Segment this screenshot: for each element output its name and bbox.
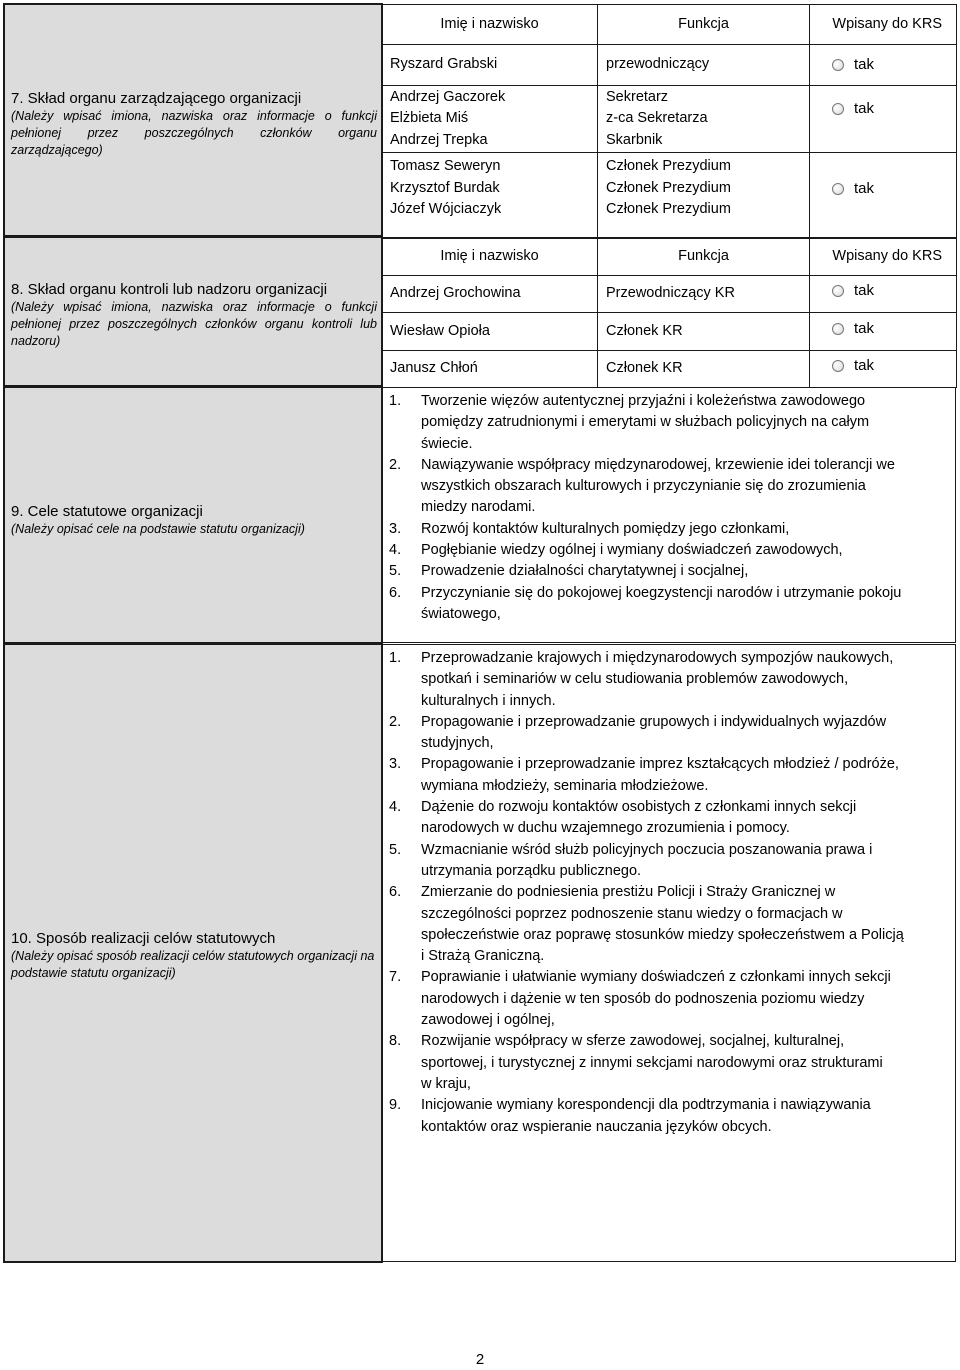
list-item-line: narodowych i dążenie w ten sposób do podnoszenia poziomu wiedzy [421, 990, 865, 1007]
table-row [382, 86, 957, 153]
krs-value: tak [854, 100, 875, 118]
member-function: z-ca Sekretarza [606, 110, 708, 127]
list-item [389, 455, 949, 519]
list-item-number: 3. [389, 756, 402, 773]
member-function: Przewodniczący KR [598, 276, 810, 313]
krs-value: tak [854, 179, 875, 197]
list-item [389, 583, 949, 626]
list-item-line: Przyczynianie się do pokojowej koegzystencji narodów i utrzymanie pokoju [421, 584, 902, 601]
list-item [389, 712, 949, 755]
list-item-line: spotkań i seminariów w celu studiowania problemów zawodowych, [421, 671, 849, 688]
section-8-title: 8. Skład organu kontroli lub nadzoru organizacji [11, 281, 328, 298]
radio-button-icon[interactable] [832, 183, 844, 195]
section-7-title: 7. Skład organu zarządzającego organizacji [11, 90, 302, 107]
list-item-line: i Strażą Graniczną. [421, 948, 545, 965]
column-header-function: Funkcja [598, 238, 810, 276]
list-item-text [421, 391, 949, 455]
krs-value: tak [854, 357, 875, 375]
list-item-number: 2. [389, 456, 402, 473]
list-item-line: studyjnych, [421, 735, 494, 752]
list-item [389, 519, 949, 540]
krs-value: tak [854, 282, 875, 300]
list-item-line: miedzy narodami. [421, 499, 536, 516]
column-header-name: Imię i nazwisko [382, 238, 598, 276]
radio-button-icon[interactable] [832, 323, 844, 335]
member-name: Krzysztof Burdak [390, 179, 500, 196]
list-item [389, 561, 949, 582]
krs-radio-option[interactable] [818, 318, 956, 340]
list-item-line: Inicjowanie wymiany korespondencji dla podtrzymania i nawiązywania [421, 1097, 871, 1114]
member-function: Członek Prezydium [606, 179, 731, 196]
section-9-title: 9. Cele statutowe organizacji [11, 503, 203, 520]
list-item-text [421, 561, 949, 582]
list-item [389, 840, 949, 883]
radio-button-icon[interactable] [832, 360, 844, 372]
member-name: Wiesław Opioła [382, 313, 598, 351]
list-item-number: 5. [389, 841, 402, 858]
list-item-number: 1. [389, 393, 402, 409]
table-row [382, 313, 957, 351]
member-name: Andrzej Grochowina [382, 276, 598, 313]
list-item-number: 9. [389, 1097, 402, 1114]
list-item-line: Rozwój kontaktów kulturalnych pomiędzy jego członkami, [421, 520, 790, 537]
list-item-number: 7. [389, 969, 402, 986]
section-8-note: (Należy wpisać imiona, nazwiska oraz informacje o funkcji pełnionej przez poszczególnych członków organu kontroli lub nadzoru) [11, 300, 377, 348]
section-10-title: 10. Sposób realizacji celów statutowych [11, 930, 276, 947]
list-item-line: Pogłębianie wiedzy ogólnej i wymiany doświadczeń zawodowych, [421, 542, 843, 559]
list-item-line: utrzymania porządku publicznego. [421, 862, 642, 879]
list-item-number: 4. [389, 799, 402, 816]
list-item-text [421, 648, 949, 712]
list-item [389, 1095, 949, 1138]
list-item-number: 1. [389, 650, 402, 666]
list-item-text [421, 840, 949, 883]
list-item-text [421, 540, 949, 561]
member-name: Elżbieta Miś [390, 110, 469, 127]
statutory-goals-list [389, 391, 949, 625]
list-item-line: Tworzenie więzów autentycznej przyjaźni i koleżeństwa zawodowego [421, 393, 866, 409]
member-function: Sekretarz [606, 88, 669, 105]
list-item-line: Wzmacnianie wśród służb policyjnych poczucia poszanowania prawa i [421, 841, 873, 858]
list-item-line: Propagowanie i przeprowadzanie imprez kształcących młodzież / podróże, [421, 756, 899, 773]
list-item-line: Przeprowadzanie krajowych i międzynarodowych sympozjów naukowych, [421, 650, 894, 666]
member-function: Członek KR [598, 351, 810, 388]
list-item [389, 648, 949, 712]
table-row [382, 153, 957, 239]
list-item [389, 754, 949, 797]
list-item-line: światowego, [421, 605, 501, 622]
member-name: Andrzej Trepka [390, 131, 488, 148]
list-item-line: Rozwijanie współpracy w sferze zawodowej, socjalnej, kulturalnej, [421, 1033, 845, 1050]
list-item [389, 1031, 949, 1095]
list-item [389, 540, 949, 561]
krs-radio-option[interactable] [818, 54, 956, 76]
section-9-label-cell [3, 386, 383, 644]
member-function: Skarbnik [606, 131, 663, 148]
column-header-krs: Wpisany do KRS [810, 238, 957, 276]
list-item-text [421, 712, 949, 755]
list-item-text [421, 882, 949, 967]
page-number: 2 [475, 1351, 485, 1368]
list-item-line: Zmierzanie do podniesienia prestiżu Policji i Straży Granicznej w [421, 884, 836, 901]
list-item-text [421, 1031, 949, 1095]
krs-radio-option[interactable] [818, 178, 956, 200]
krs-value: tak [854, 319, 875, 337]
member-function: Członek KR [598, 313, 810, 351]
list-item-line: Propagowanie i przeprowadzanie grupowych i indywidualnych wyjazdów [421, 713, 887, 730]
section-8-label-cell [3, 236, 383, 387]
list-item-number: 6. [389, 884, 402, 901]
member-name: Janusz Chłoń [382, 351, 598, 388]
list-item-line: Dążenie do rozwoju kontaktów osobistych z członkami innych sekcji [421, 799, 857, 816]
section-7-note: (Należy wpisać imiona, nazwiska oraz informacje o funkcji pełnionej przez poszczególnych członków organu zarządzającego) [11, 109, 377, 157]
list-item-line: świecie. [421, 435, 473, 452]
list-item-line: wymiana młodzieży, seminaria młodzieżowe. [421, 777, 709, 794]
list-item-line: kontaktów oraz wspieranie nauczania języków obcych. [421, 1118, 772, 1135]
list-item [389, 797, 949, 840]
column-header-krs: Wpisany do KRS [810, 5, 957, 45]
list-item-line: pomiędzy zatrudnionymi i emerytami w służbach policyjnych na całym [421, 414, 870, 431]
column-header-name: Imię i nazwisko [382, 5, 598, 45]
list-item-number: 8. [389, 1033, 402, 1050]
list-item-text [421, 754, 949, 797]
list-item-line: Nawiązywanie współpracy międzynarodowej, krzewienie idei tolerancji we [421, 456, 895, 473]
krs-radio-option[interactable] [818, 98, 956, 120]
section-9-note: (Należy opisać cele na podstawie statutu organizacji) [11, 522, 305, 536]
list-item-number: 3. [389, 520, 402, 537]
list-item-number: 5. [389, 563, 402, 580]
member-name: Józef Wójciaczyk [390, 201, 502, 217]
radio-button-icon[interactable] [832, 285, 844, 297]
krs-radio-option[interactable] [818, 355, 956, 377]
list-item-text [421, 967, 949, 1031]
list-item-text [421, 583, 949, 626]
list-item-line: Poprawianie i ułatwianie wymiany doświadczeń z członkami innych sekcji [421, 969, 891, 986]
list-item-line: narodowych w duchu wzajemnego zrozumienia i pomocy. [421, 820, 790, 837]
list-item-line: sportowej, i turystycznej z innymi sekcjami narodowymi oraz strukturami [421, 1054, 883, 1071]
member-function: przewodniczący [606, 56, 710, 73]
member-function: Członek Prezydium [606, 158, 731, 174]
list-item-line: społeczeństwie oraz poprawę stosunków miedzy społeczeństwem a Policją [421, 926, 904, 943]
krs-radio-option[interactable] [818, 280, 956, 302]
supervisory-board-table [381, 237, 957, 388]
table-row [382, 45, 957, 86]
list-item-text [421, 797, 949, 840]
list-item-line: kulturalnych i innych. [421, 692, 556, 709]
section-10-label-cell [3, 643, 383, 1263]
radio-button-icon[interactable] [832, 59, 844, 71]
list-item-text [421, 1095, 949, 1138]
list-item-line: Prowadzenie działalności charytatywnej i socjalnej, [421, 563, 749, 580]
section-7-label-cell [3, 3, 383, 237]
list-item-number: 6. [389, 584, 402, 601]
krs-value: tak [854, 56, 875, 74]
section-10-note: (Należy opisać sposób realizacji celów statutowych organizacji na podstawie statutu organizacji) [11, 949, 375, 980]
statutory-methods-list [389, 648, 949, 1138]
table-row [382, 276, 957, 313]
management-board-table [381, 4, 957, 239]
column-header-function: Funkcja [598, 5, 810, 45]
member-name: Ryszard Grabski [390, 56, 498, 73]
list-item-line: szczególności poprzez podnoszenie stanu wiedzy o formacjach w [421, 905, 843, 922]
list-item-text [421, 455, 949, 519]
list-item-number: 4. [389, 542, 402, 559]
member-name: Andrzej Gaczorek [390, 88, 506, 105]
radio-button-icon[interactable] [832, 103, 844, 115]
member-function: Członek Prezydium [606, 201, 731, 217]
list-item [389, 882, 949, 967]
member-name: Tomasz Seweryn [390, 158, 501, 174]
list-item-number: 2. [389, 713, 402, 730]
list-item-line: wszystkich obszarach kulturowych i przyczynianie się do zrozumienia [421, 478, 866, 495]
list-item-text [421, 519, 949, 540]
list-item [389, 967, 949, 1031]
list-item [389, 391, 949, 455]
list-item-line: zawodowej i ogólnej, [421, 1012, 555, 1029]
table-row [382, 351, 957, 388]
list-item-line: w kraju, [421, 1075, 471, 1092]
